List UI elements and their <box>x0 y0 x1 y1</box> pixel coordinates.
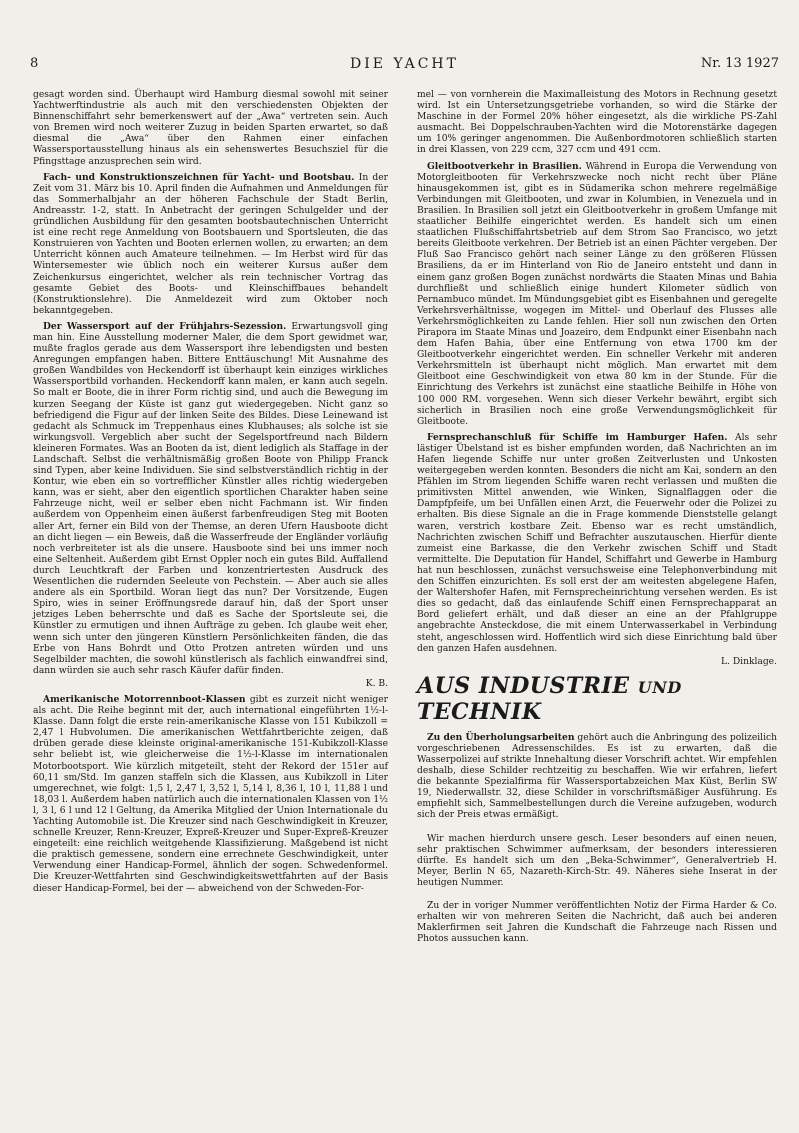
article-fachzeichnen <box>33 172 388 317</box>
article-continuation: mel — von vornherein die Maximalleistung des Motors in Rechnung gesetzt wird. Ist ein Untersetzungsgetriebe vorhanden, so wird die Stärke der Maschine in der Formel 20% höher eingesetzt, als die wirkliche PS-Zahl ausmacht. Bei Doppelschrauben-Yachten wird die Motorenstärke dagegen um 10% geringer angenommen. Die Außenbordmotoren schließlich starten in drei Klassen, von 229 ccm, 327 ccm und 491 ccm. <box>417 90 777 156</box>
section-title <box>417 674 777 724</box>
article-continuation: gesagt worden sind. Überhaupt wird Hamburg diesmal sowohl mit seiner Yachtwerftindustrie als auch mit den verschiedensten Objekten der Binnenschiffahrt sehr bemerkenswert auf der „Awa“ vertreten sein. Auch von Bremen wird noch weiterer Zuzug in beiden Sparten erwartet, so daß diesmal die „Awa“ über den Rahmen einer einfachen Wassersportausstellung hinaus als ein sehenswertes Besuchsziel für die Pfingsttage anzusprechen sein wird. <box>33 90 388 167</box>
page-header <box>30 56 779 76</box>
section-title-a: AUS INDUSTRIE <box>417 672 638 699</box>
article-harder: Zu der in voriger Nummer veröffentlichten Notiz der Firma Harder & Co. erhalten wir von mehreren Seiten die Nachricht, daß auch bei anderen Maklerfirmen seit Jahren die Kundschaft die Fahrzeuge nach Rissen und Photos aussuchen kann. <box>417 901 777 945</box>
article-body: gehört auch die Anbringung des polizeilich vorgeschriebenen Adressenschildes. Es ist zu erwarten, daß die Wasserpolizei auf strikte Innehaltung dieser Vorschrift achtet. Wir empfehlen deshalb, diese Schilder rechtzeitig zu beschaffen. Wie wir erfahren, liefert die bekannte Spezialfirma für Wassersportabzeichen Max Küst, Berlin SW 19, Niederwallstr. 32, diese Schilder in vorschriftsmäßiger Ausführung. Es empfiehlt sich, Sammelbestellungen durch die Vereine aufzugeben, wodurch sich der Preis etwas ermäßigt. <box>417 732 777 821</box>
issue-number: Nr. 13 1927 <box>700 56 779 71</box>
article-signature: K. B. <box>365 678 388 689</box>
article-gleitboot <box>417 161 777 428</box>
spacer <box>417 893 777 901</box>
article-heading: Zu den Überholungsarbeiten <box>427 731 575 743</box>
article-motorrennboot <box>33 694 388 895</box>
article-ueberholung <box>417 732 777 822</box>
article-heading: Der Wassersport auf der Frühjahrs-Sezession. <box>43 320 287 332</box>
article-body: Während in Europa die Verwendung von Motorgleitbooten für Verkehrszwecke noch nicht recht über Pläne hinausgekommen ist, gibt es in Südamerika schon mehrere regelmäßige Verbindungen mit Gleitbooten, und zwar in Kolumbien, in Venezuela und in Brasilien. In Brasilien soll jetzt ein Gleitbootverkehr in großem Umfange mit staatlicher Beihilfe eingerichtet werden. Es handelt sich um einen staatlichen Flußschiffahrtsbetrieb auf dem Strom Sao Francisco, wo jetzt bereits Gleitboote verkehren. Der Betrieb ist an einen Pächter vergeben. Der Fluß Sao Francisco gehört nach seiner Länge zu den größeren Flüssen Brasiliens, da er im Hinterland von Rio de Janeiro entsteht und dann in einem ganz großen Bogen zunächst nordwärts die Staaten Minas und Bahia durchfließt und schließlich einige hundert Kilometer südlich von Pernambuco mündet. Im Mündungsgebiet gibt es Eisenbahnen und geregelte Verkehrsverhältnisse, wogegen im Mittel- und Oberlauf des Flusses alle Verkehrsmöglichkeiten zu Lande fehlen. Hier soll nun zwischen den Orten Pirapora im Staate Minas und Joazeiro, dem Endpunkt einer Eisenbahn nach dem Hafen Bahia, über eine Entfernung von etwa 1700 km der Gleitbootverkehr eingerichtet werden. Ein schneller Verkehr mit anderen Verkehrsmitteln ist überhaupt nicht möglich. Man erwartet mit dem Gleitboot eine Geschwindigkeit von etwa 80 km in der Stunde. Für die Einrichtung des Verkehrs ist zunächst eine staatliche Beihilfe in Höhe von 100 000 RM. vorgesehen. Wenn sich dieser Verkehr bewährt, ergibt sich sicherlich in Brasilien noch eine große Verwendungsmöglichkeit für Gleitboote. <box>417 161 778 427</box>
article-sezession <box>33 321 388 677</box>
article-heading: Amerikanische Motorrennboot-Klassen <box>43 693 246 705</box>
article-schwimmer: Wir machen hierdurch unsere gesch. Leser besonders auf einen neuen, sehr praktischen Schwimmer aufmerksam, der besonders interessieren dürfte. Es handelt sich um den „Beka-Schwimmer“, Generalvertrieb H. Meyer, Berlin N 65, Nazareth-Kirch-Str. 49. Näheres siehe Inserat in der heutigen Nummer. <box>417 833 777 888</box>
article-body: Als sehr lästiger Übelstand ist es bisher empfunden worden, daß Nachrichten an im Hafen liegende Schiffe nur unter großen Zeitverlusten und Unkosten weitergegeben werden konnten. Besonders die nicht am Kai, sondern an den Pfählen im Strom liegenden Schiffe waren recht verlassen und mußten die primitivsten Mittel anwenden, wie Winken, Signalflaggen oder die Dampfpfeife, um bei Unfällen einen Arzt, die Feuerwehr oder die Polizei zu erhalten. Bis diese Signale an die in Frage kommende Dienststelle gelangt waren, verstrich kostbare Zeit. Ebenso war es recht umständlich, Nachrichten zwischen Schiff und Befrachter auszutauschen. Hierfür diente zumeist eine Barkasse, die den Verkehr zwischen Schiff und Stadt vermittelte. Die Deputation für Handel, Schiffahrt und Gewerbe in Hamburg hat nun beschlossen, zunächst versuchsweise eine Telephonverbindung mit den Schiffen einzurichten. Es soll erst der am weitesten abgelegene Hafen, der Waltershofer Hafen, mit Fernsprecheinrichtung versehen werden. Es ist dies so gedacht, daß das einlaufende Schiff einen Fernsprechapparat an Bord geliefert erhält, und daß dieser an eine an der Pfahlgruppe angebrachte Ansteckdose, die mit einem Unterwasserkabel in Verbindung steht, angeschlossen wird. Hoffentlich wird sich diese Einrichtung bald über den ganzen Hafen ausdehnen. <box>417 432 778 654</box>
magazine-title: DIE YACHT <box>350 56 459 72</box>
article-heading: Fach- und Konstruktionszeichnen für Yacht- und Bootsbau. <box>43 171 355 183</box>
page-number: 8 <box>30 56 39 71</box>
article-fernsprech <box>417 432 777 655</box>
section-title-b: UND <box>637 677 682 697</box>
article-signature: L. Dinklage. <box>720 656 777 667</box>
article-heading: Fernsprechanschluß für Schiffe im Hamburger Hafen. <box>427 431 728 443</box>
article-body: gibt es zurzeit nicht weniger als acht. Die Reihe beginnt mit der, auch international eingeführten 1½-l-Klasse. Dann folgt die erste rein-amerikanische Klasse von 151 Kubikzoll = 2,47 l Hubvolumen. Die amerikanischen Wettfahrtberichte zeigen, daß drüben gerade diese kleinste original-amerikanische 151-Kubikzoll-Klasse sehr beliebt ist, wie gleicherweise die 1½-l-Klasse im internationalen Motorbootsport. Wie kürzlich mitgeteilt, steht der Rekord der 151er auf 60,11 sm/Std. Im ganzen staffeln sich die Klassen, aus Kubikzoll in Liter umgerechnet, wie folgt: 1,5 l, 2,47 l, 3,52 l, 5,14 l, 8,36 l, 10 l, 11,88 l und 18,03 l. Außerdem haben natürlich auch die internationalen Klassen von 1½ l, 3 l, 6 l und 12 l Geltung, da Amerika Mitglied der Union Internationale du Yachting Automobile ist. Die Kreuzer sind nach Geschwindigkeit in Kreuzer, schnelle Kreuzer, Renn-Kreuzer, Expreß-Kreuzer und Super-Expreß-Kreuzer eingeteilt: eine reichlich weitgehende Klassifizierung. Maßgebend ist nicht die praktisch gemessene, sondern eine errechnete Geschwindigkeit, unter Verwendung einer Handicap-Formel, ähnlich der sogen. Schwedenformel. Die Kreuzer-Wettfahrten sind Geschwindigkeitswettfahrten auf der Basis dieser Handicap-Formel, bei der — abweichend von der Schweden-For- <box>33 694 389 894</box>
spacer <box>417 826 777 834</box>
article-body: Erwartungsvoll ging man hin. Eine Ausstellung moderner Maler, die dem Sport gewidmet war, mußte fraglos gerade aus dem Wassersport ihre lebendigsten und besten Anregungen empfangen haben. Bittere Enttäuschung! Mit Ausnahme des großen Wandbildes von Heckendorff ist überhaupt kein einziges wirkliches Wassersportbild vorhanden. Heckendorff kann malen, er kann auch segeln. So malt er Boote, die in ihrer Form richtig sind, und auch die Bewegung im kurzen Seegang der Küste ist ganz gut wiedergegeben. Nicht ganz so befriedigend die Figur auf der linken Seite des Bildes. Diese Leinewand ist gedacht als Schmuck im Treppenhaus eines Klubhauses; als solche ist sie wirkungsvoll. Vergeblich aber sucht der Segelsportfreund nach Bildern kleineren Formates. Was an Booten da ist, dient lediglich als Staffage in der Landschaft. Selbst die verhältnismäßig großen Boote von Philipp Franck sind Typen, aber keine Individuen. Sie sind selbstverständlich richtig in der Kontur, wie eben ein so vortrefflicher Künstler alles richtig wiedergeben kann, was er sieht, aber den eigentlich sportlichen Charakter haben seine Fahrzeuge nicht, weil er selber eben nicht Fachmann ist. Wir finden außerdem von Oppenheim einen äußerst farbenfreudigen Steg mit Booten aller Art, ferner ein Bild von der Themse, an deren Ufern Hausboote dicht an dicht liegen — ein Beweis, daß die Wasserfreude der Engländer vorläufig noch verbreiteter ist als die unsere. Hausboote sind bei uns immer noch eine Seltenheit. Außerdem gibt Ernst Oppler noch ein gutes Bild. Auffallend durch Leuchtkraft der Farben und konzentriertesten Ausdruck des Wesentlichen die rudernden Seeleute von Pechstein. — Aber auch sie alles andere als ein Sportbild. Woran liegt das nun? Der Vorsitzende, Eugen Spiro, wies in seiner Eröffnungsrede darauf hin, daß der Sport unser jetziges Leben beherrschte und daß es Sache der Sportsleute sei, die Künstler zu ermutigen und ihnen Aufträge zu geben. Ich glaube weit eher, wenn sich unter den jüngeren Künstlern Persönlichkeiten fänden, die das Erbe von Hans Bohrdt und Otto Protzen antreten würden und uns Segelbilder machten, die sowohl künstlerisch als fachlich einwandfrei sind, dann würden sie auch sehr rasch Käufer dafür finden. <box>33 321 388 676</box>
article-body: In der Zeit vom 31. März bis 10. April finden die Aufnahmen und Anmeldungen für das Sommerhalbjahr an der höheren Fachschule der Stadt Berlin, Andreasstr. 1-2, statt. In Anbetracht der geringen Schulgelder und der gründlichen Ausbildung für den gesamten bootsbautechnischen Unterricht ist eine recht rege Anmeldung von Bootsbauern und Sportsleuten, die das Konstruieren von Yachten und Booten erlernen wollen, zu erwarten; an dem Unterricht können auch Amateure teilnehmen. — Im Herbst wird für das Wintersemester wie üblich noch ein weiterer Kursus außer dem Zeichenkursus eingerichtet, welcher als rein technischer Vortrag das gesamte Gebiet des Boots- und Kleinschiffbaues behandelt (Konstruktionslehre). Die Anmeldezeit wird zum Oktober noch bekanntgegeben. <box>33 172 389 316</box>
section-title-c: TECHNIK <box>417 698 542 725</box>
article-heading: Gleitbootverkehr in Brasilien. <box>427 160 582 172</box>
right-column <box>417 90 777 949</box>
left-column <box>33 90 388 899</box>
